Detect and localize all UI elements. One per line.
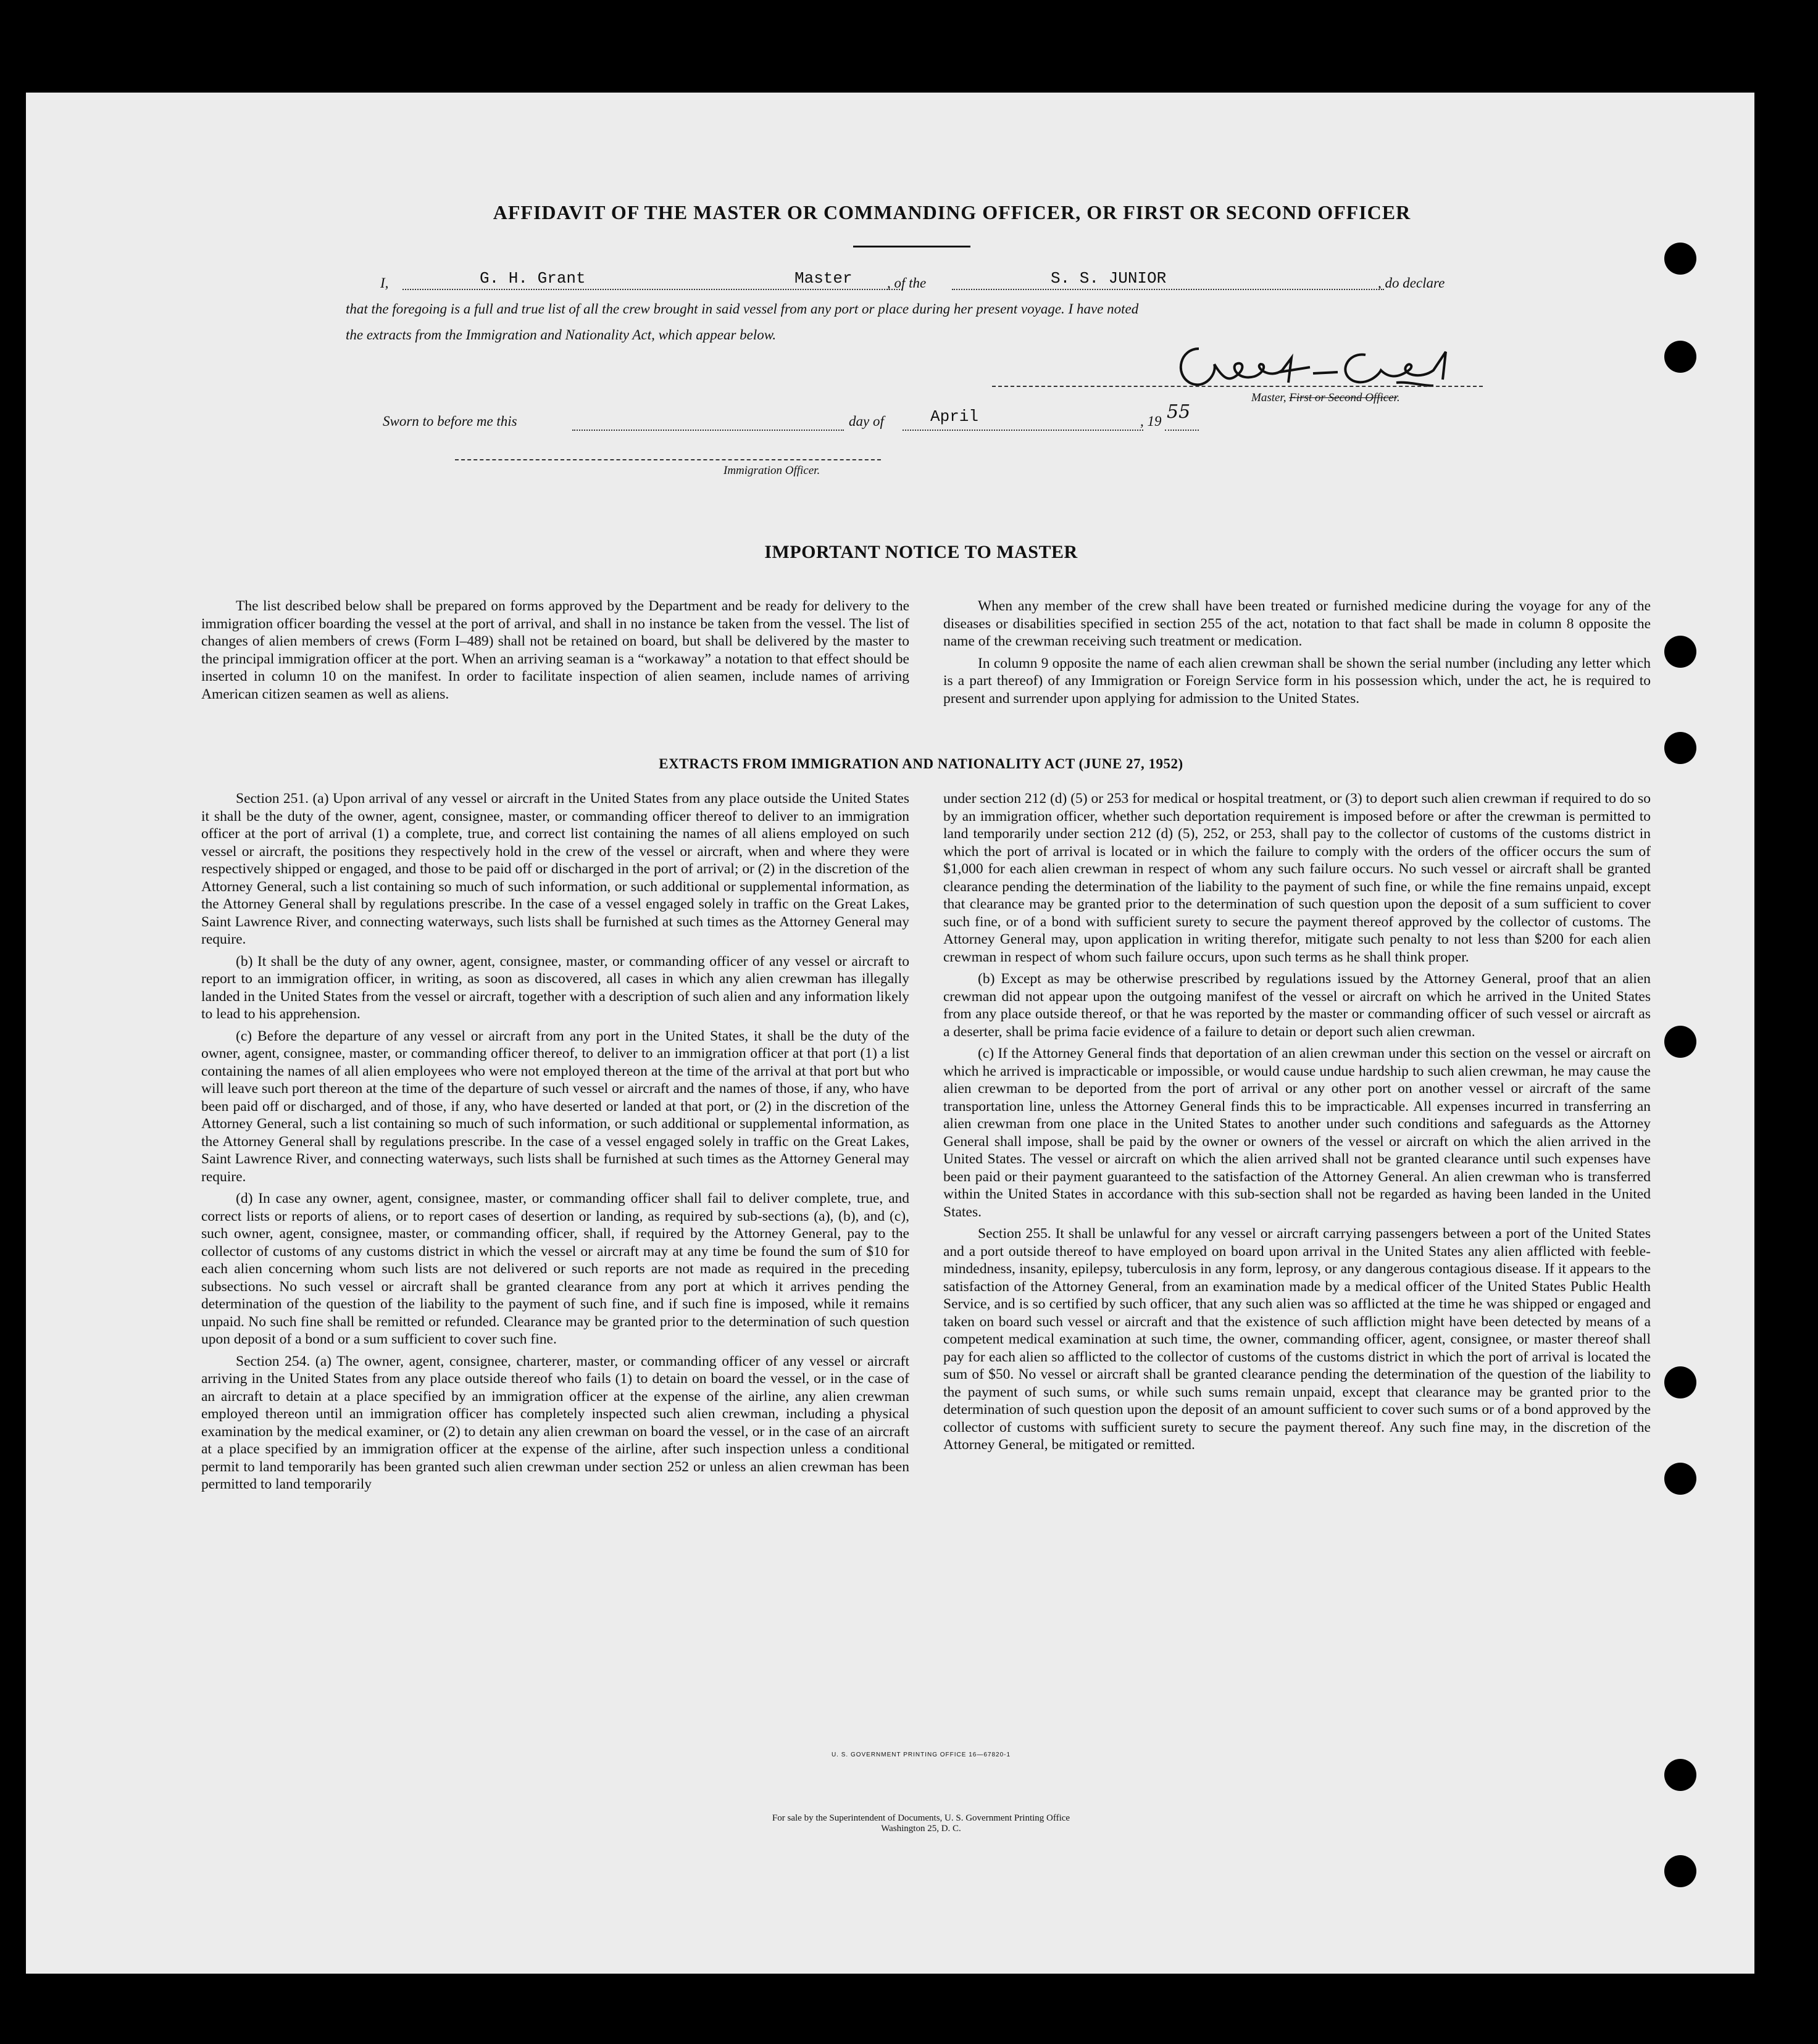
declaration-text-line2: the extracts from the Immigration and Nationality Act, which appear below. [346, 327, 777, 343]
year-prefix-label: , 19 [1140, 413, 1162, 429]
notice-title: IMPORTANT NOTICE TO MASTER [764, 542, 1078, 562]
declaration-prefix: I, [380, 275, 389, 291]
extracts-left-column [201, 790, 909, 1498]
title-divider [853, 246, 970, 247]
signature-caption-master: Master, [1251, 391, 1290, 404]
do-declare-label: , do declare [1378, 275, 1445, 291]
vessel-field-line [952, 289, 1384, 290]
notice-paragraph: The list described below shall be prepared on forms approved by the Department and be ready for delivery to the immigration officer boarding the vessel at the port of arrival, and shall in no instance be taken from the vessel. The list of changes of alien members of crews (Form I–489) shall not be retained on board, but shall be delivered by the master to the principal immigration officer at the port. When an arriving seaman is a “workaway” a notation to that effect should be inserted in column 10 on the manifest. In order to facilitate inspection of alien seamen, include names of arriving American citizen seamen as well as aliens. [201, 598, 909, 702]
binder-hole [1664, 1463, 1696, 1495]
binder-hole [1664, 1759, 1696, 1791]
statute-paragraph: Section 255. It shall be unlawful for any vessel or aircraft carrying passengers between a port of the United States and a port outside thereof to have employed on board upon arrival in the United States any alien afflicted with feeble-mindedness, insanity, epilepsy, tuberculosis in any form, leprosy, or any dangerous contagious disease. If it appears to the satisfaction of the Attorney General, from an examination made by a medical officer of the United States Public Health Service, and is so certified by such officer, that any such alien was so afflicted at the time he was shipped or engaged and taken on board such vessel or aircraft and that the existence of such affliction might have been detected by means of a competent medical examination at such time, the owner, commanding officer, agent, consignee, or master thereof shall pay for each alien so afflicted to the collector of customs of the customs district in which the port of arrival is located the sum of $50. No vessel or aircraft shall be granted clearance pending the determination of the question of the liability to the payment of such sums, or while such sums remain unpaid, except that clearance may be granted prior to the determination of such question upon the deposit of an amount sufficient to cover such sums or of a bond approved by the collector of customs with sufficient surety to secure the payment thereof. Any such fine may, in the discretion of the Attorney General, be mitigated or remitted. [943, 1226, 1651, 1453]
sworn-month-line [903, 430, 1143, 431]
statute-paragraph: Section 251. (a) Upon arrival of any vessel or aircraft in the United States from any place outside the United States it shall be the duty of the owner, agent, consignee, master, or commanding officer thereof to deliver to an immigration officer at the port of arrival (1) a complete, true, and correct list containing the names of all aliens employed on such vessel or aircraft, the positions they respectively hold in the crew of the vessel or aircraft, when and where they were respectively shipped or engaged, and those to be paid off or discharged in the port of arrival; or (2) in the discretion of the Attorney General, such a list containing so much of such information, or such additional or supplemental information, as the Attorney General shall by regulations prescribe. In the case of a vessel engaged solely in traffic on the Great Lakes, Saint Lawrence River, and connecting waterways, such lists shall be furnished at such times as the Attorney General may require. [201, 791, 909, 947]
statute-paragraph: (c) If the Attorney General finds that deportation of an alien crewman under this section on the vessel or aircraft on which he arrived is impracticable or impossible, or would cause undue hardship to such alien crewman, he may cause the alien crewman to be deported from the port of arrival or any other port on another vessel or aircraft of the same transportation line, unless the Attorney General finds this to be impracticable. All expenses incurred in transferring an alien crewman from one place in the United States to another under such conditions and safeguards as the Attorney General shall impose, shall be paid by the owner or owners of the vessel or aircraft on which the alien arrived in the United States. The vessel or aircraft on which the alien arrived shall not be granted clearance until such expenses have been paid or their payment guaranteed to the satisfaction of the Attorney General. An alien crewman who is transferred within the United States in accordance with this sub-section shall not be regarded as having been landed in the United States. [943, 1045, 1651, 1220]
notice-paragraph: In column 9 opposite the name of each alien crewman shall be shown the serial number (including any letter which is a part thereof) of any Immigration or Foreign Service form in his possession which, under the act, he is required to present and surrender upon applying for admission to the United States. [943, 655, 1651, 707]
vessel-name-field: S. S. JUNIOR [1051, 269, 1167, 288]
notice-left-column [201, 597, 909, 707]
name-rank-field-line [402, 289, 903, 290]
binder-hole [1664, 1026, 1696, 1058]
binder-hole [1664, 732, 1696, 764]
notice-paragraph: When any member of the crew shall have been treated or furnished medicine during the voyage for any of the diseases or disabilities specified in section 255 of the act, notation to that fact shall be made in column 8 opposite the name of the crewman receiving such treatment or medication. [943, 598, 1651, 649]
statute-paragraph: (b) Except as may be otherwise prescribed by regulations issued by the Attorney General, proof that an alien crewman did not appear upon the outgoing manifest of the vessel or aircraft on which he arrived in the United States from any place outside thereof, or that he was reported by the master or commanding officer of such vessel or aircraft as a deserter, shall be prima facie evidence of a failure to detain or deport such alien crewman. [943, 971, 1651, 1040]
printing-office-imprint: U. S. GOVERNMENT PRINTING OFFICE 16—67820-1 [831, 1751, 1011, 1758]
rank-field: Master [794, 269, 853, 288]
statute-paragraph: Section 254. (a) The owner, agent, consignee, charterer, master, or commanding officer of any vessel or aircraft arriving in the United States from any place outside thereof who fails (1) to detain on board the vessel, or in the case of an aircraft to detain at a place specified by an immigration officer at the expense of the airline, any alien crewman employed thereon until an immigration officer has completely inspected such alien crewman, including a physical examination by the medical examiner, or (2) to detain any alien crewman on board the vessel, or in the case of an aircraft at a place specified by an immigration officer at the expense of the airline, after such inspection unless a conditional permit to land temporarily has been granted such alien crewman under section 252 or unless an alien crewman has been permitted to land temporarily [201, 1353, 909, 1492]
master-name-field: G. H. Grant [480, 269, 586, 288]
binder-hole [1664, 1855, 1696, 1887]
binder-hole [1664, 341, 1696, 373]
of-the-label: , of the [887, 275, 927, 291]
statute-paragraph: (b) It shall be the duty of any owner, agent, consignee, master, or commanding officer of any vessel or aircraft to report to an immigration officer, in writing, as soon as discovered, all cases in which any alien crewman has illegally landed in the United States from the vessel or aircraft, together with a description of such alien and any information likely to lead to his apprehension. [201, 953, 909, 1022]
sworn-year-line [1165, 430, 1199, 431]
day-of-label: day of [849, 413, 884, 429]
statute-paragraph: under section 212 (d) (5) or 253 for medical or hospital treatment, or (3) to deport such alien crewman if required to do so by an immigration officer, whether such deportation requirement is imposed before or after the crewman is permitted to land temporarily under section 212 (d) (5), 252, or 253, shall pay to the collector of customs of the customs district in which the port of arrival is located or in which the failure to comply with the orders of the officer occurs the sum of $1,000 for each alien crewman in respect of whom any such failure occurs. No such vessel or aircraft shall be granted clearance pending the determination of the liability to the payment of such fine, or while the fine remains unpaid, except that clearance may be granted prior to the determination of such question upon the deposit of a sum sufficient to cover such fine, or of a bond with sufficient surety to secure the payment thereof approved by the collector of customs. The Attorney General may, upon application in writing therefor, mitigate such penalty to not less than $200 for each alien crewman in respect of whom such failure occurs, upon such terms as he shall think proper. [943, 791, 1651, 965]
sale-notice-line2: Washington 25, D. C. [881, 1824, 961, 1834]
statute-paragraph: (c) Before the departure of any vessel or aircraft from any port in the United States, it shall be the duty of the owner, agent, consignee, master, or commanding officer thereof, to deliver to an immigration officer at that port (1) a list containing the names of all alien employees who were not employed thereon at the time of the arrival at that port but who will leave such port thereon at the time of the departure of such vessel or aircraft and the names of those, if any, who have been paid off or discharged, and of those, if any, who have deserted or landed at that port, or (2) in the discretion of the Attorney General, such a list containing so much of such information, or such additional or supplemental information, as the Attorney General shall by regulations prescribe. In the case of a vessel engaged solely in traffic on the Great Lakes, Saint Lawrence River, and connecting waterways, such lists shall be furnished at such times as the Attorney General may require. [201, 1028, 909, 1185]
notice-right-column [943, 597, 1651, 712]
sworn-year-handwritten: 55 [1167, 401, 1191, 423]
extracts-right-column [943, 790, 1651, 1458]
signature-line [992, 386, 1483, 387]
sale-notice-line1: For sale by the Superintendent of Documents, U. S. Government Printing Office [772, 1813, 1070, 1823]
sworn-month-field: April [930, 407, 979, 426]
extracts-title: EXTRACTS FROM IMMIGRATION AND NATIONALITY ACT (JUNE 27, 1952) [659, 756, 1183, 771]
affidavit-title: AFFIDAVIT OF THE MASTER OR COMMANDING OFFICER, OR FIRST OR SECOND OFFICER [493, 201, 1411, 223]
declaration-text-line1: that the foregoing is a full and true list of all the crew brought in said vessel from any port or place during her present voyage. I have noted [346, 301, 1139, 317]
signature-caption-struck: First or Second Officer [1289, 391, 1397, 404]
signature-caption [1251, 391, 1400, 405]
binder-hole [1664, 636, 1696, 668]
form-sheet [26, 93, 1754, 1974]
sworn-day-line [572, 430, 844, 431]
signature-caption-period: . [1396, 391, 1400, 404]
sworn-label: Sworn to before me this [383, 413, 517, 429]
immigration-officer-caption: Immigration Officer. [723, 464, 820, 477]
sale-notice [582, 1813, 1261, 1834]
immigration-officer-line [455, 459, 881, 460]
binder-hole [1664, 1366, 1696, 1398]
statute-paragraph: (d) In case any owner, agent, consignee, master, or commanding officer shall fail to deliver complete, true, and correct lists or reports of aliens, or to report cases of desertion or landing, as required by sub-sections (a), (b), and (c), such owner, agent, consignee, master, or commanding officer, shall, if required by the Attorney General, pay to the collector of customs of any customs district in which the vessel or aircraft may at any time be found the sum of $10 for each alien concerning whom such lists are not delivered or such reports are not made as required in the preceding subsections. No such vessel or aircraft shall be granted clearance from any port at which it arrives pending the determination of the question of the liability to the payment of such fine, and if such fine is imposed, while it remains unpaid. No such fine shall be remitted or refunded. Clearance may be granted prior to the determination of such question upon deposit of a bond or a sum sufficient to cover such fine. [201, 1190, 909, 1347]
binder-hole [1664, 243, 1696, 275]
